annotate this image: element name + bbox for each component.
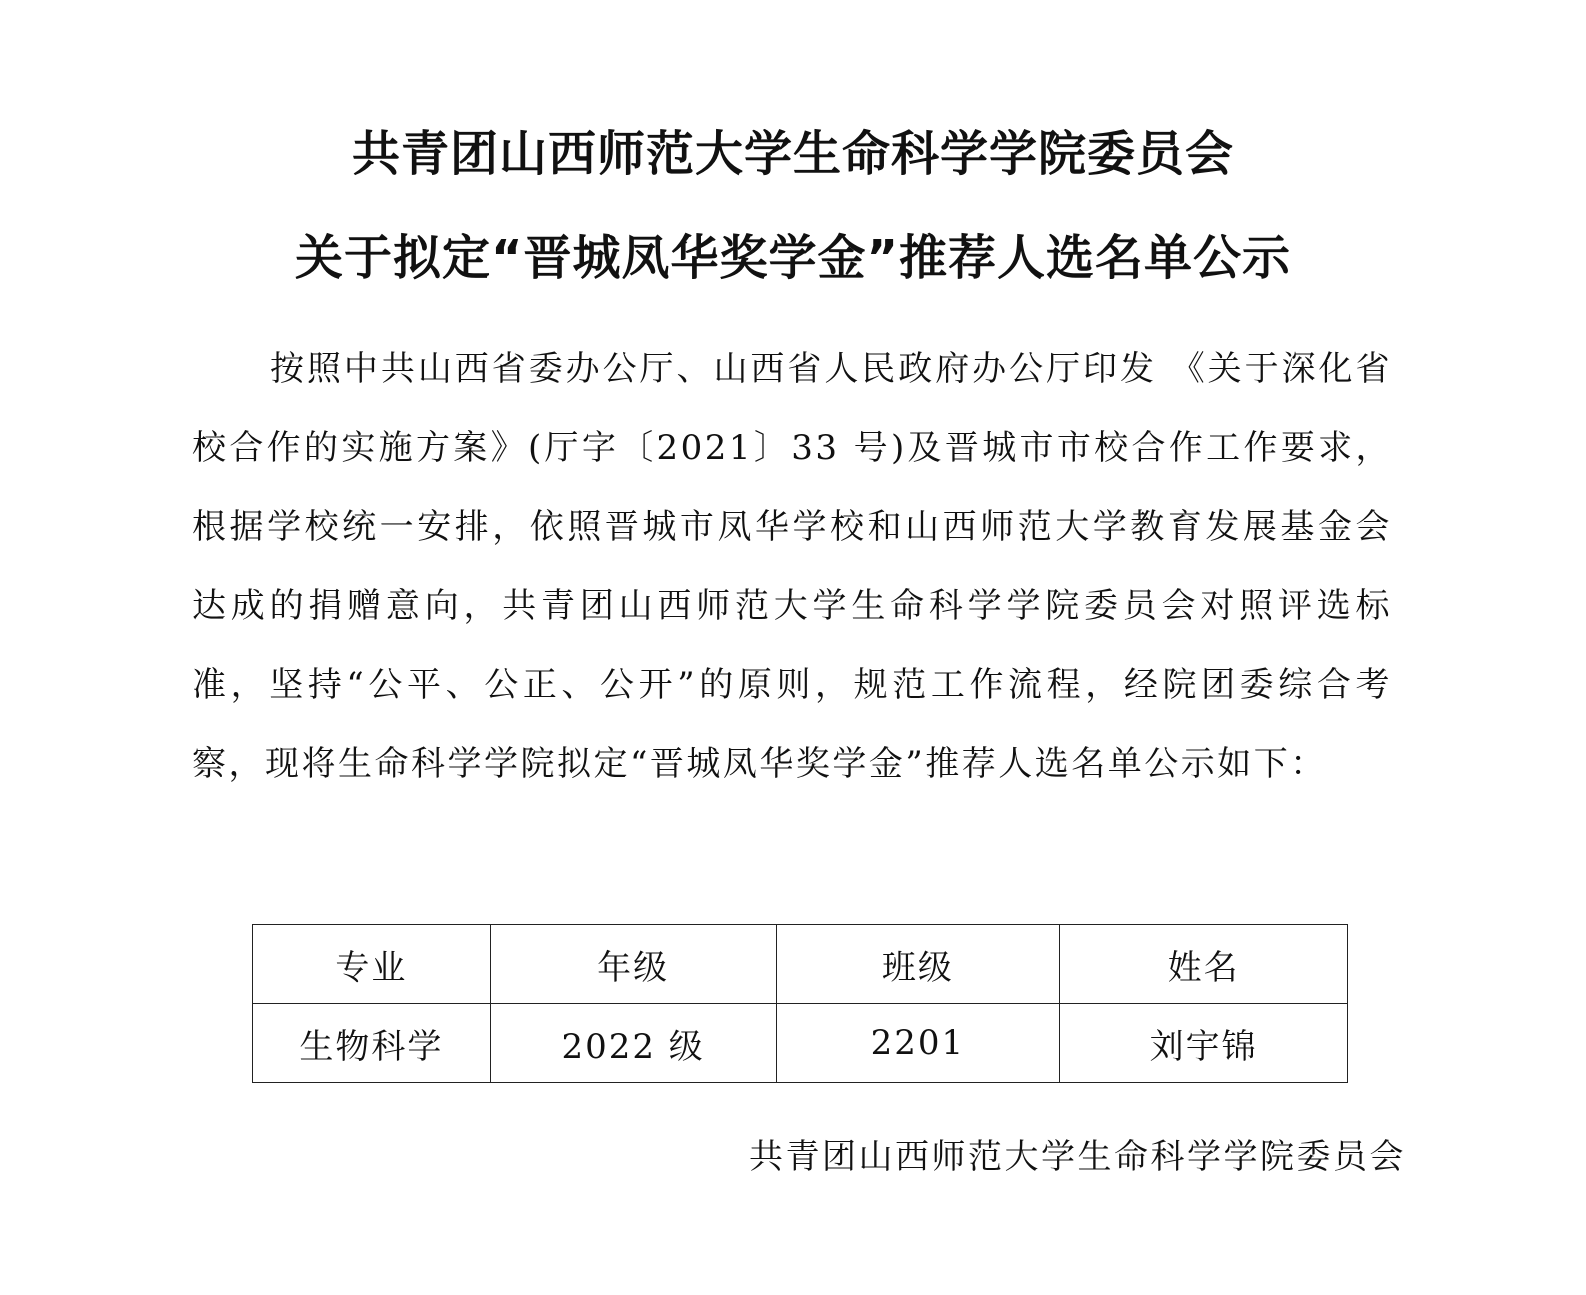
announcement-body: 按照中共山西省委办公厅、山西省人民政府办公厅印发 《关于深化省校合作的实施方案》(厅字〔2021〕33 号)及晋城市市校合作工作要求，根据学校统一安排，依照晋城市凤华学校和山西师范大学教育发展基金会达成的捐赠意向，共青团山西师范大学生命科学学院委员会对照评选标准，坚持“公平、公正、公开”的原则，规范工作流程，经院团委综合考察，现将生命科学学院拟定“晋城凤华奖学金”推荐人选名单公示如下： (192, 349, 1392, 784)
cell-name: 刘宇锦 (1060, 1004, 1348, 1083)
cell-grade: 2022 级 (490, 1004, 776, 1083)
header-name: 姓名 (1060, 925, 1348, 1004)
header-major: 专业 (253, 925, 491, 1004)
signature-organization: 共青团山西师范大学生命科学学院委员会 (749, 1137, 1406, 1177)
document-title-line-2: 关于拟定“晋城凤华奖学金”推荐人选名单公示 (294, 230, 1292, 286)
header-class: 班级 (776, 925, 1060, 1004)
nominee-table (252, 924, 1348, 1083)
cell-class: 2201 (776, 1004, 1060, 1083)
cell-major: 生物科学 (253, 1004, 491, 1083)
table-row (253, 1004, 1348, 1083)
header-grade: 年级 (490, 925, 776, 1004)
document-title-line-1: 共青团山西师范大学生命科学学院委员会 (351, 126, 1234, 182)
table-header-row (253, 925, 1348, 1004)
